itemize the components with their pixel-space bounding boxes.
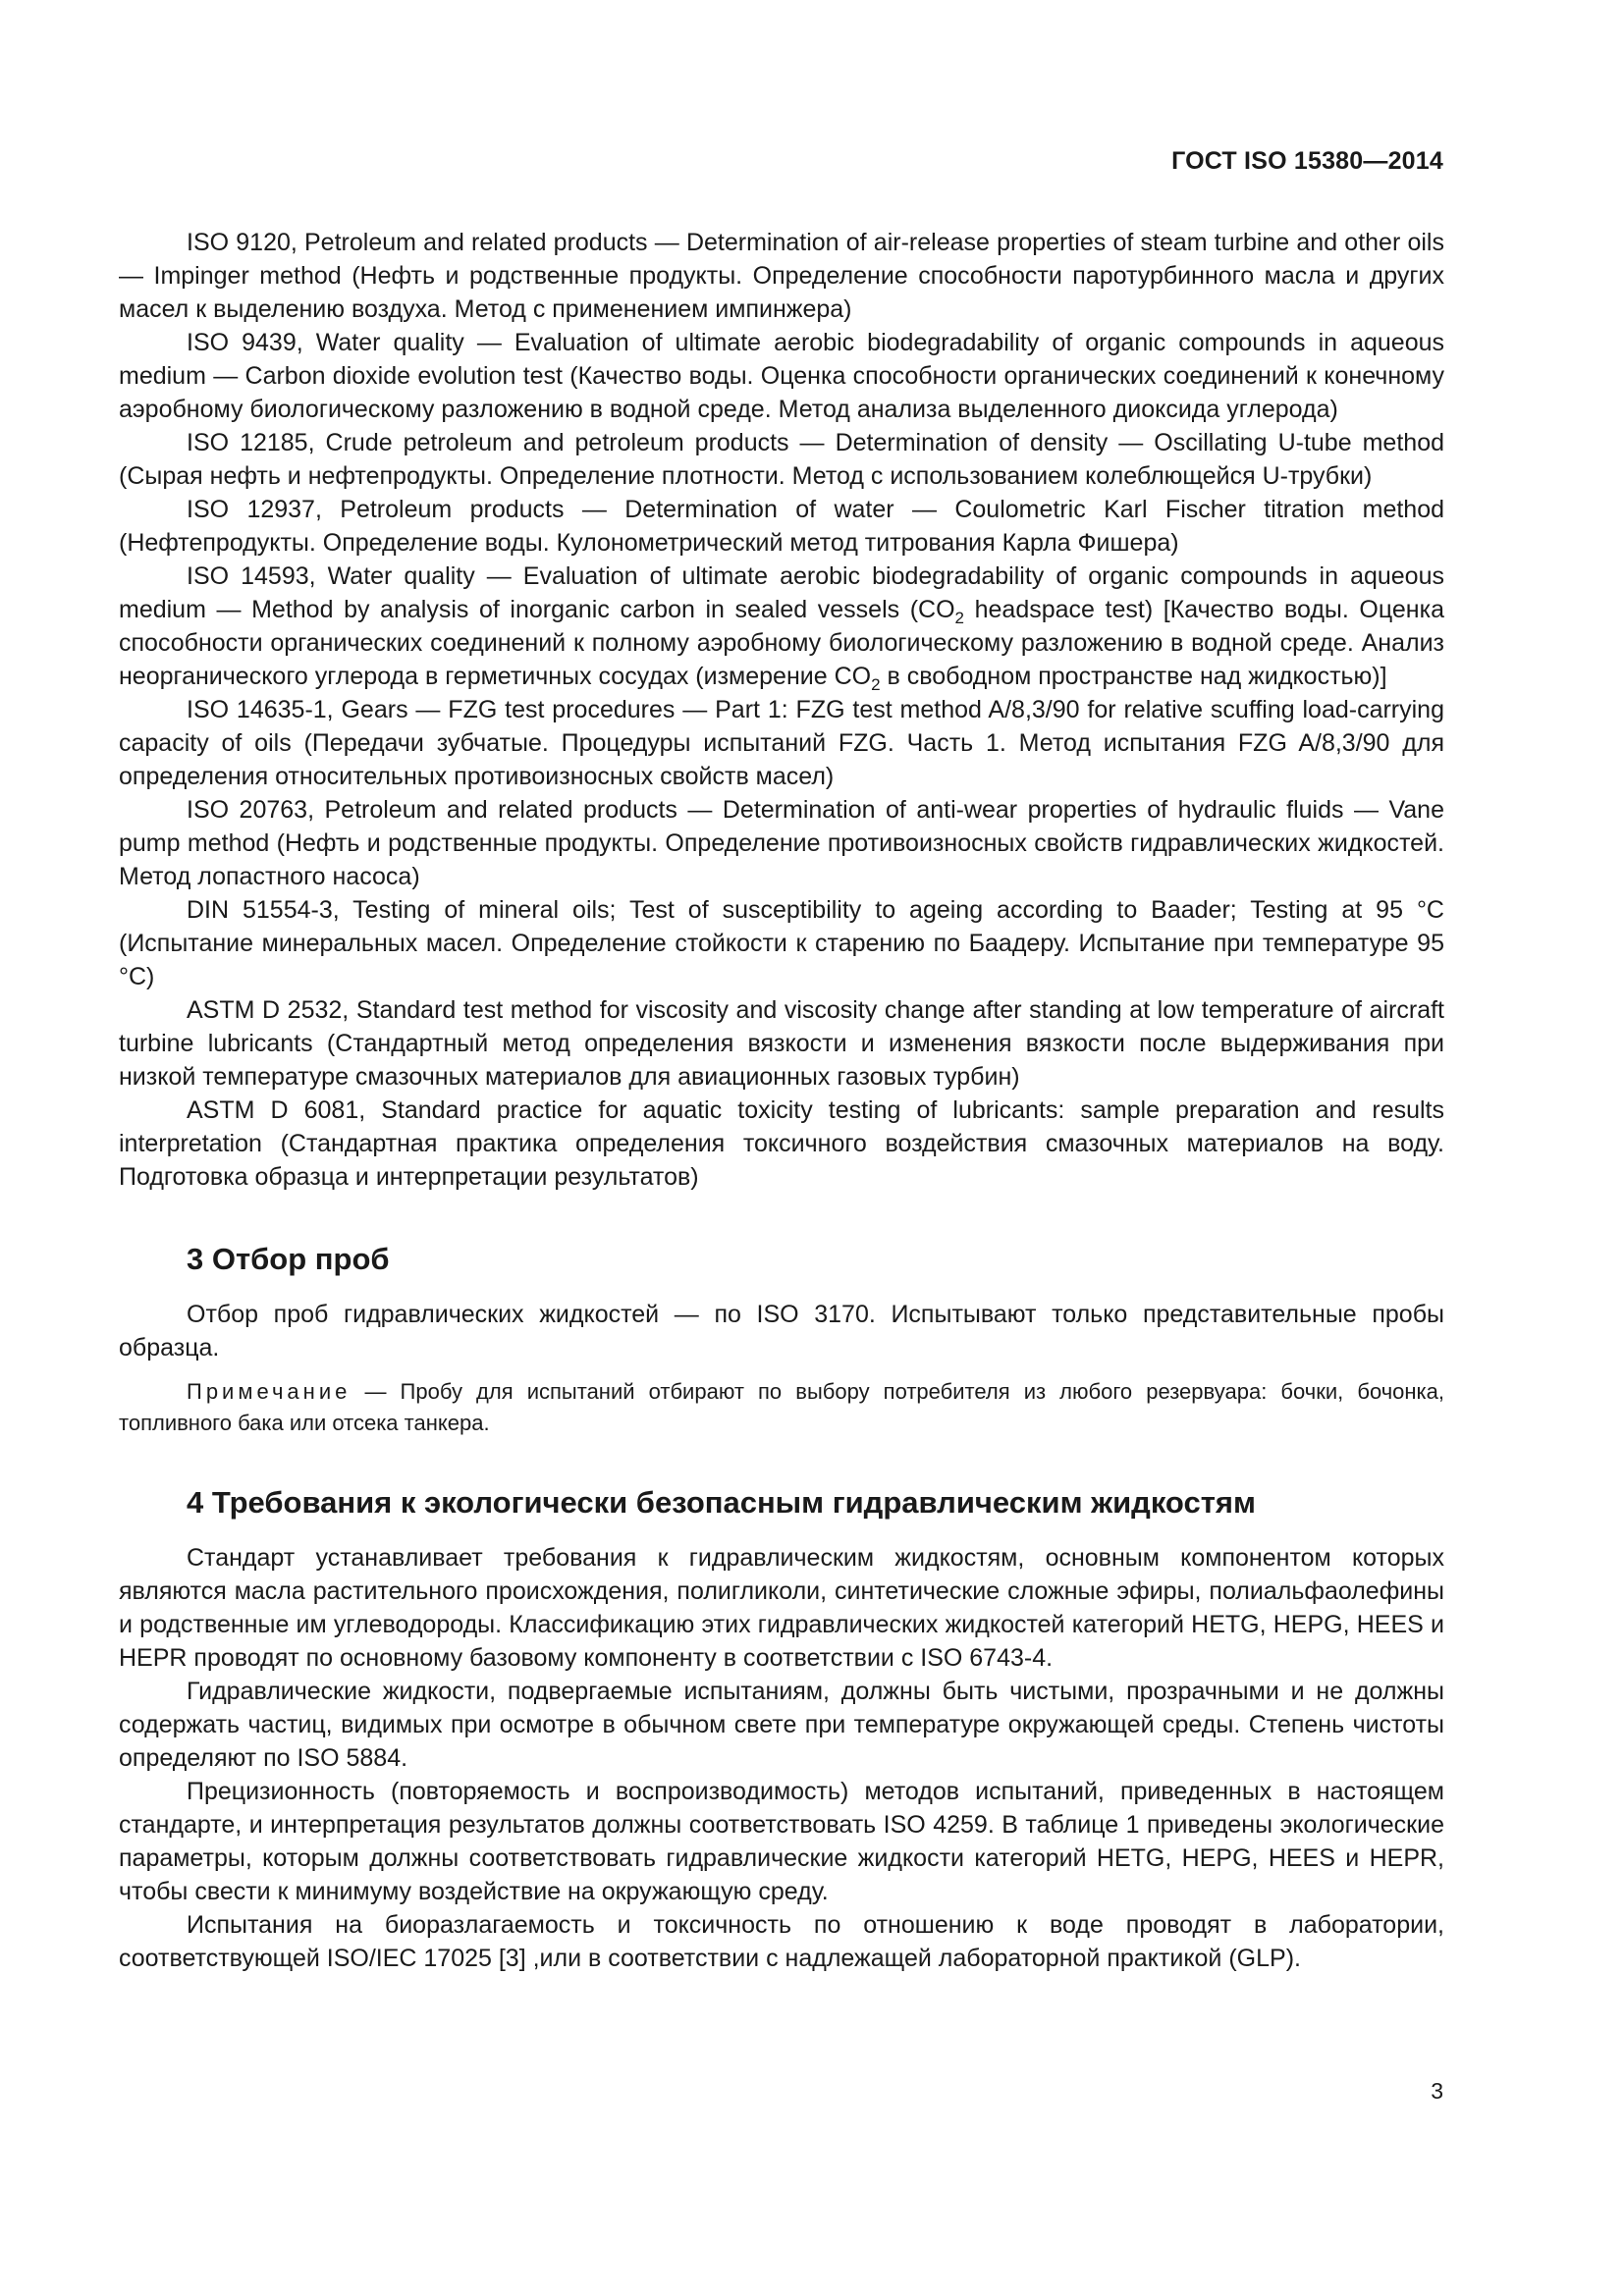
section-4-paragraph-3: Прецизионность (повторяемость и воспроизводимость) методов испытаний, приведенных в настоящем стандарте, и интерпретация результатов должны соответствовать ISO 4259. В таблице 1 приведены экологические параметры, которым должны соответствовать гидравлические жидкости категорий HETG, HEPG, HEES и HEPR, чтобы свести к минимуму воздействие на окружающую среду. <box>119 1778 1444 1905</box>
page-content <box>119 226 1444 1975</box>
reference-iso-14593: ISO 14593, Water quality — Evaluation of ultimate aerobic biodegradability of organic compounds in aqueous medium — Method by analysis of inorganic carbon in sealed vessels ($CO_2$ headspace test) [Качество воды. Оценка способности органических соединений к полному аэробному биологическому разложению в водной среде. Анализ неорганического углерода в герметичных сосудах (измерение $CO_2$ в свободном пространстве над жидкостью)] <box>119 562 1444 694</box>
reference-astm-d-2532: ASTM D 2532, Standard test method for viscosity and viscosity change after standing at low temperature of aircraft turbine lubricants (Стандартный метод определения вязкости и изменения вязкости после выдерживания при низкой температуре смазочных материалов для авиационных газовых турбин) <box>119 996 1444 1091</box>
section-3-paragraph: Отбор проб гидравлических жидкостей — по ISO 3170. Испытывают только представительные пробы образца. <box>119 1301 1444 1362</box>
section-4-title: 4 Требования к экологически безопасным гидравлическим жидкостям <box>187 1485 1256 1520</box>
section-4-paragraph-4: Испытания на биоразлагаемость и токсичность по отношению к воде проводят в лаборатории, соответствующей ISO/IEC 17025 [3] ,или в соответствии с надлежащей лабораторной практикой (GLP). <box>119 1911 1444 1972</box>
section-4-paragraph-1: Стандарт устанавливает требования к гидравлическим жидкостям, основным компонентом которых являются масла растительного происхождения, полигликоли, синтетические сложные эфиры, полиальфаолефины и родственные им углеводороды. Классификацию этих гидравлических жидкостей категорий HETG, HEPG, HEES и HEPR проводят по основному базовому компоненту в соответствии с ISO 6743-4. <box>119 1544 1444 1672</box>
reference-iso-9439: ISO 9439, Water quality — Evaluation of ultimate aerobic biodegradability of organic compounds in aqueous medium — Carbon dioxide evolution test (Качество воды. Оценка способности органических соединений к конечному аэробному биологическому разложению в водной среде. Метод анализа выделенного диоксида углерода) <box>119 329 1444 423</box>
reference-iso-12185: ISO 12185, Crude petroleum and petroleum products — Determination of density — Oscillating U-tube method (Сырая нефть и нефтепродукты. Определение плотности. Метод с использованием колеблющейся U-трубки) <box>119 429 1444 490</box>
reference-iso-12937: ISO 12937, Petroleum products — Determination of water — Coulometric Karl Fischer titration method (Нефтепродукты. Определение воды. Кулонометрический метод титрования Карла Фишера) <box>119 496 1444 557</box>
note-label: Примечание <box>187 1379 352 1404</box>
subscript: 2 <box>954 609 965 627</box>
document-code-header: ГОСТ ISO 15380—2014 <box>1171 147 1443 175</box>
reference-astm-d-6081: ASTM D 6081, Standard practice for aquatic toxicity testing of lubricants: sample preparation and results interpretation (Стандартная практика определения токсичного воздействия смазочных материалов на воду. Подготовка образца и интерпретации результатов) <box>119 1096 1444 1191</box>
section-3-title: 3 Отбор проб <box>187 1242 390 1276</box>
page-number: 3 <box>1431 2078 1443 2104</box>
reference-din-51554-3: DIN 51554-3, Testing of mineral oils; Test of susceptibility to ageing according to Baader; Testing at 95 °C (Испытание минеральных масел. Определение стойкости к старению по Баадеру. Испытание при температуре 95 °C) <box>119 896 1444 990</box>
subscript: 2 <box>871 675 881 694</box>
section-4-paragraph-2: Гидравлические жидкости, подвергаемые испытаниям, должны быть чистыми, прозрачными и не должны содержать частиц, видимых при осмотре в обычном свете при температуре окружающей среды. Степень чистоты определяют по ISO 5884. <box>119 1678 1444 1772</box>
reference-iso-9120: ISO 9120, Petroleum and related products — Determination of air-release properties of steam turbine and other oils — Impinger method (Нефть и родственные продукты. Определение способности паротурбинного масла и других масел к выделению воздуха. Метод с применением импинжера) <box>119 229 1444 323</box>
reference-iso-20763: ISO 20763, Petroleum and related products — Determination of anti-wear properties of hydraulic fluids — Vane pump method (Нефть и родственные продукты. Определение противоизносных свойств гидравлических жидкостей. Метод лопастного насоса) <box>119 796 1444 890</box>
section-3-note <box>119 1376 1444 1439</box>
reference-iso-14635-1: ISO 14635-1, Gears — FZG test procedures — Part 1: FZG test method A/8,3/90 for relative scuffing load-carrying capacity of oils (Передачи зубчатые. Процедуры испытаний FZG. Часть 1. Метод испытания FZG A/8,3/90 для определения относительных противоизносных свойств масел) <box>119 696 1444 790</box>
note-text: — Пробу для испытаний отбирают по выбору потребителя из любого резервуара: бочки, бочонка, топливного бака или отсека танкера. <box>119 1379 1444 1435</box>
